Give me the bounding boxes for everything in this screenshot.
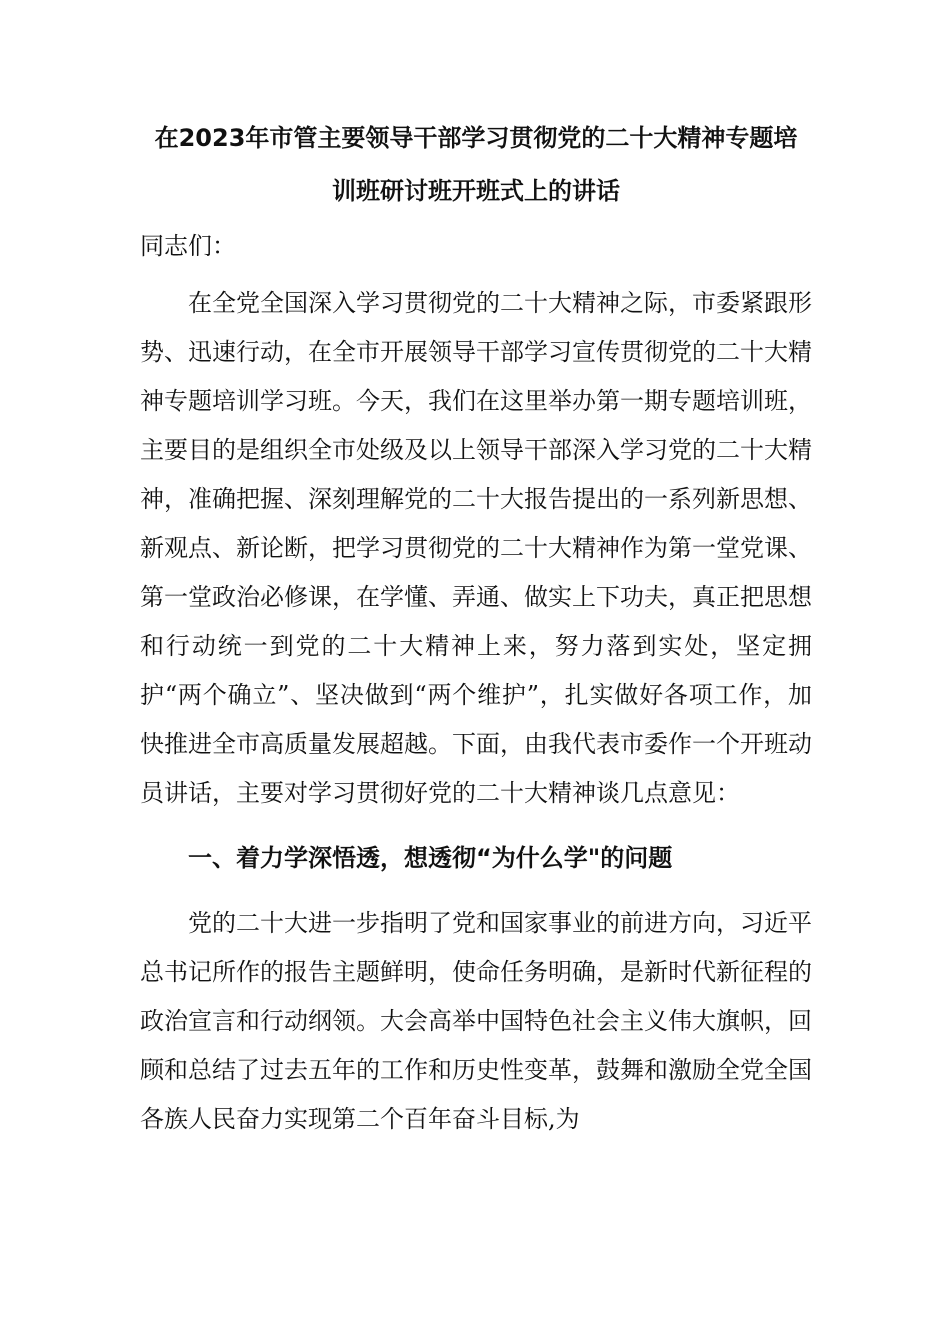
paragraph-section-1: 党的二十大进一步指明了党和国家事业的前进方向，习近平总书记所作的报告主题鲜明，使命任务明确，是新时代新征程的政治宣言和行动纲领。大会高举中国特色社会主义伟大旗帜，回顾和总结了过去五年的工作和历史性变革，鼓舞和激励全党全国各族人民奋力实现第二个百年奋斗目标,为 <box>140 909 812 1133</box>
paragraph-intro: 在全党全国深入学习贯彻党的二十大精神之际，市委紧跟形势、迅速行动，在全市开展领导干部学习宣传贯彻党的二十大精神专题培训学习班。今天，我们在这里举办第一期专题培训班，主要目的是组织全市处级及以上领导干部深入学习党的二十大精神，准确把握、深刻理解党的二十大报告提出的一系列新思想、新观点、新论断，把学习贯彻党的二十大精神作为第一堂党课、第一堂政治必修课，在学懂、弄通、做实上下功夫，真正把思想和行动统一到党的二十大精神上来，努力落到实处，坚定拥护“两个确立”、坚决做到“两个维护”，扎实做好各项工作，加快推进全市高质量发展超越。下面，由我代表市委作一个开班动员讲话，主要对学习贯彻好党的二十大精神谈几点意见： <box>140 289 812 807</box>
title-line-2: 训班研讨班开班式上的讲话 <box>332 177 620 205</box>
section-heading-1: 一、着力学深悟透，想透彻“为什么学"的问题 <box>188 844 673 872</box>
document-title <box>140 112 812 218</box>
salutation: 同志们： <box>140 232 236 260</box>
document-page <box>140 112 812 1144</box>
title-line-1: 在2023年市管主要领导干部学习贯彻党的二十大精神专题培 <box>154 124 798 152</box>
